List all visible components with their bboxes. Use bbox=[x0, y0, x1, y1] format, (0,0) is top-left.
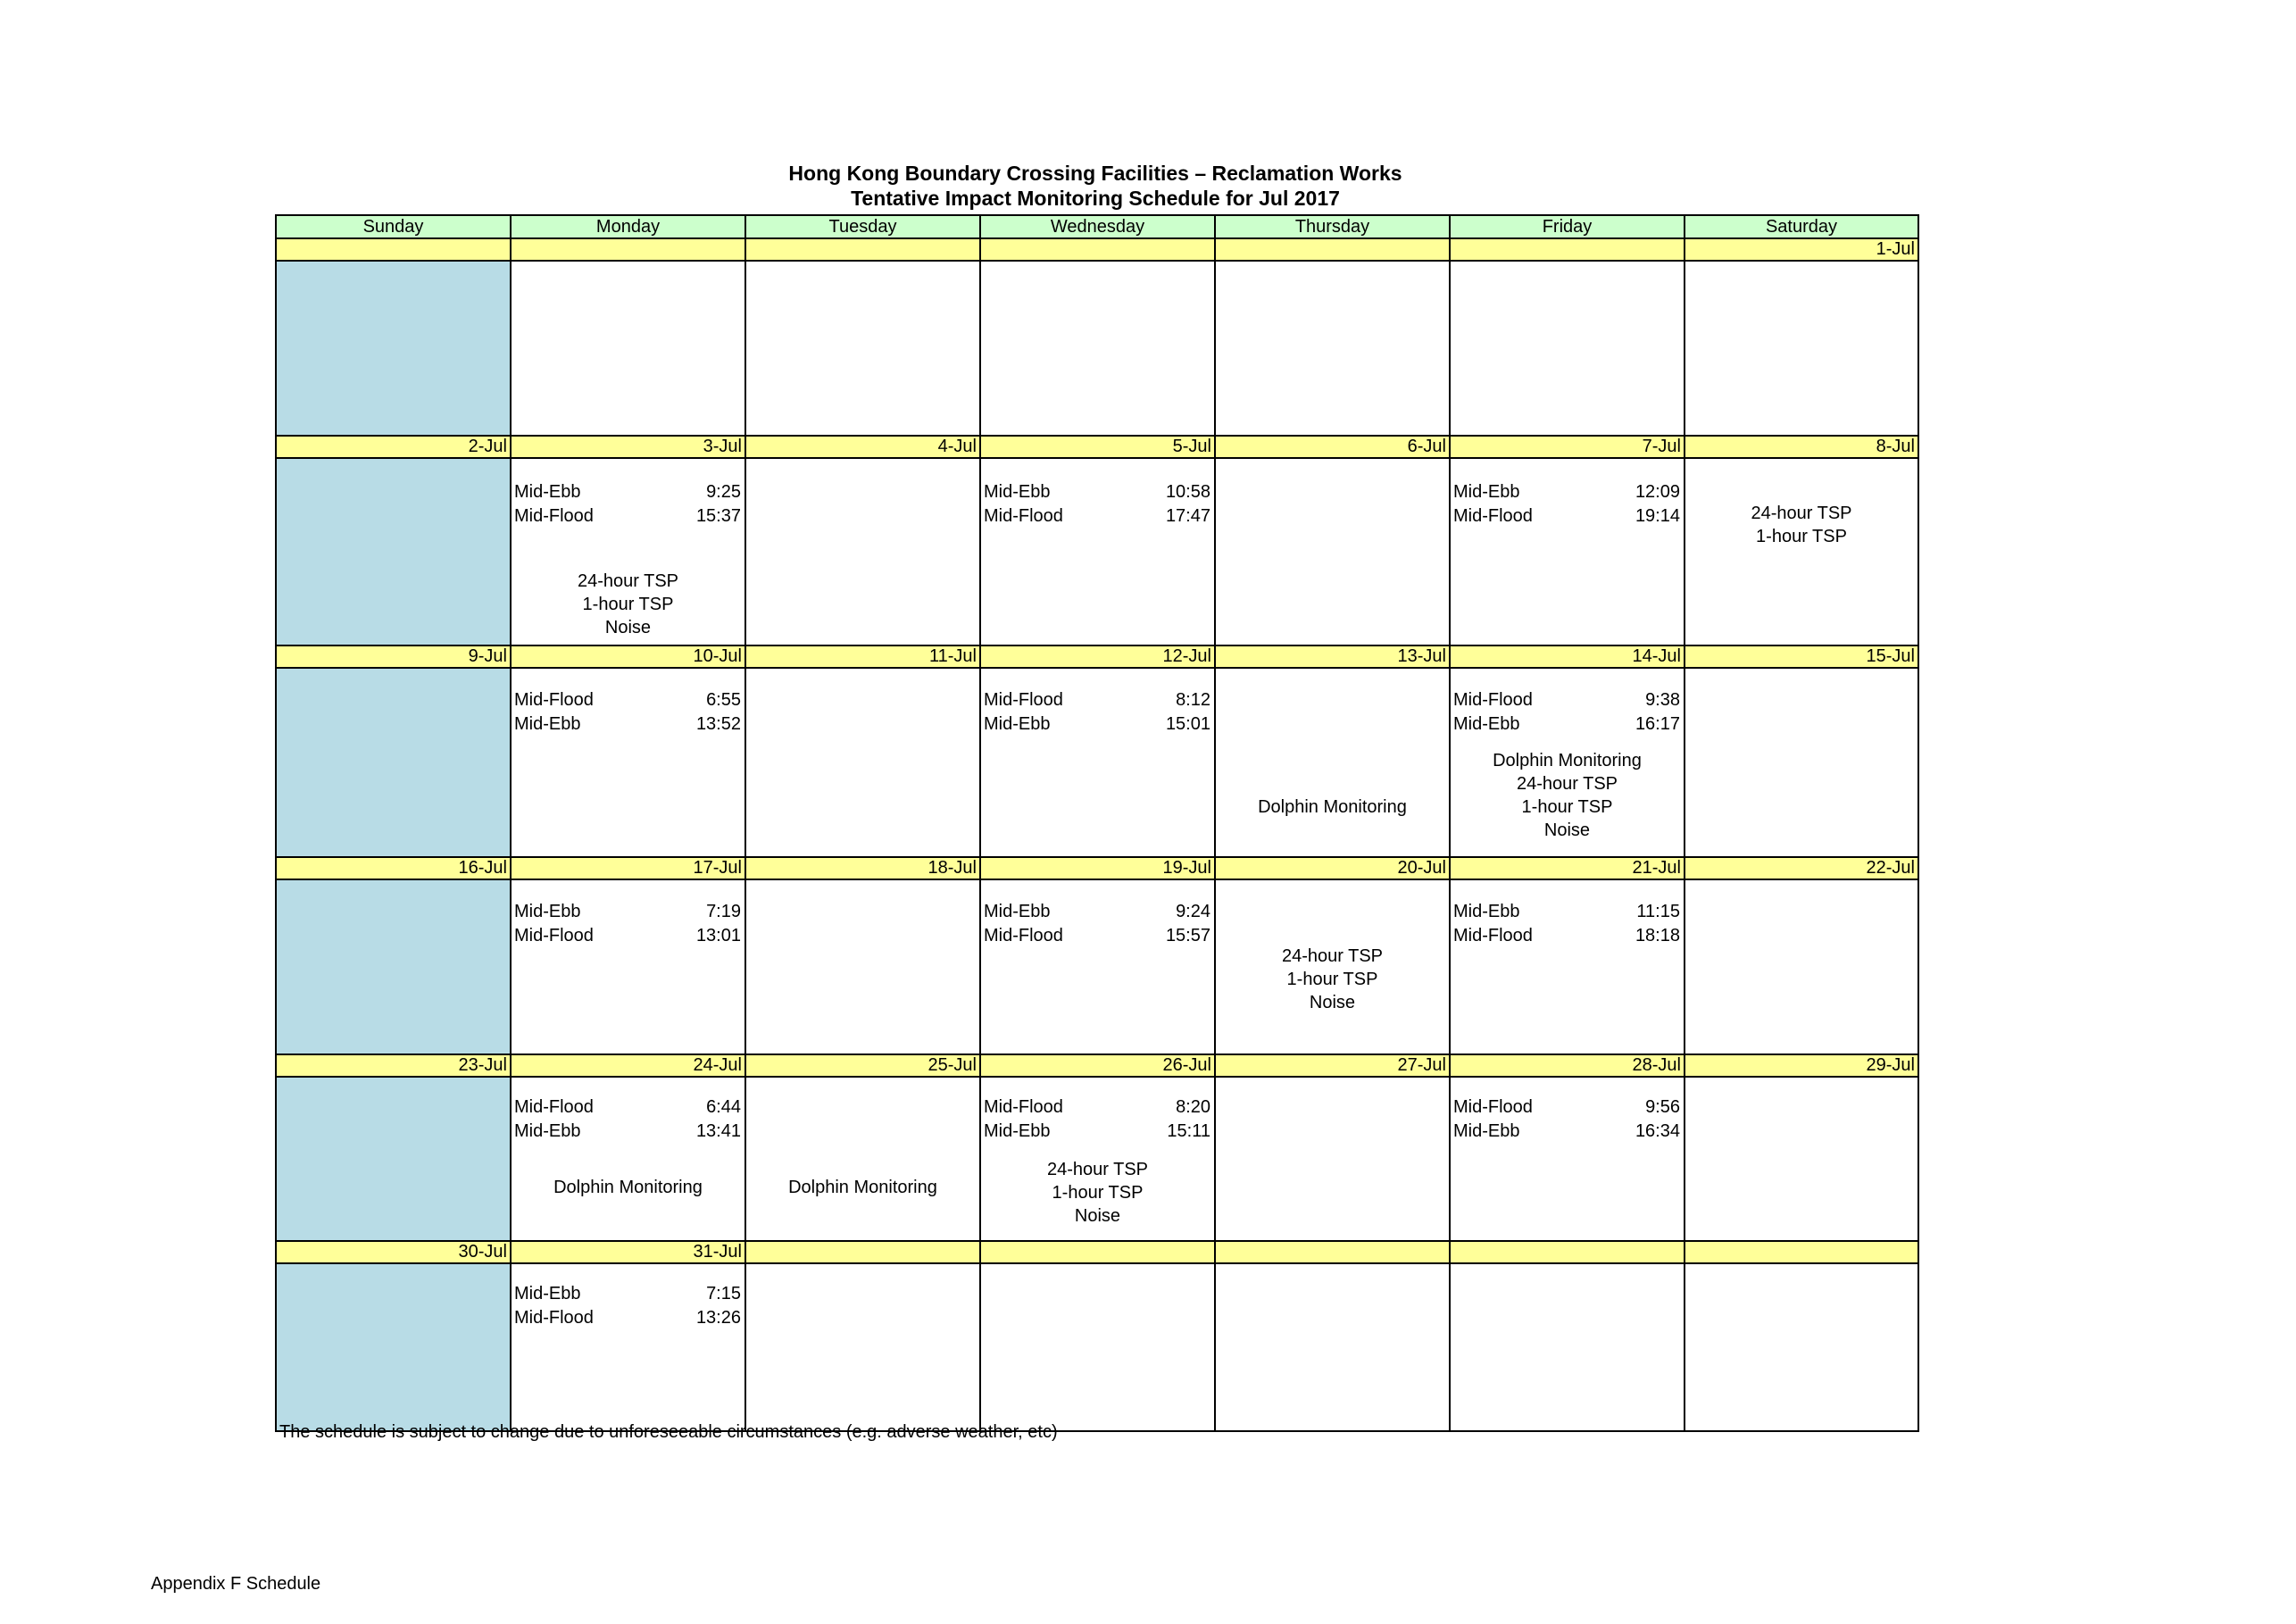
tide-time: 11:15 bbox=[1636, 902, 1680, 921]
week-row bbox=[276, 1263, 1918, 1431]
date-label bbox=[1685, 1241, 1918, 1263]
day-cell bbox=[511, 458, 745, 645]
date-row bbox=[276, 1054, 1918, 1077]
tide-label: Mid-Ebb bbox=[984, 1121, 1051, 1141]
date-label: 5-Jul bbox=[980, 436, 1215, 458]
day-cell bbox=[980, 879, 1215, 1054]
date-label bbox=[1450, 238, 1685, 261]
date-label: 11-Jul bbox=[745, 645, 980, 668]
monitoring-item: 1-hour TSP bbox=[582, 595, 674, 614]
monitoring-item: Dolphin Monitoring bbox=[788, 1178, 937, 1197]
week-row bbox=[276, 261, 1918, 436]
date-label bbox=[745, 238, 980, 261]
tide-time: 9:24 bbox=[1176, 902, 1210, 921]
date-label bbox=[1450, 1241, 1685, 1263]
date-label: 17-Jul bbox=[511, 857, 745, 879]
day-cell bbox=[511, 1077, 745, 1241]
date-label: 25-Jul bbox=[745, 1054, 980, 1077]
date-label: 22-Jul bbox=[1685, 857, 1918, 879]
day-cell bbox=[1215, 1263, 1450, 1431]
date-label: 27-Jul bbox=[1215, 1054, 1450, 1077]
tide-label: Mid-Ebb bbox=[984, 482, 1051, 502]
day-cell bbox=[1685, 261, 1918, 436]
tide-time: 15:11 bbox=[1167, 1121, 1210, 1141]
day-cell bbox=[1450, 1077, 1685, 1241]
monitoring-item: Noise bbox=[1309, 993, 1356, 1012]
monitoring-item: 1-hour TSP bbox=[1052, 1183, 1144, 1203]
tide-label: Mid-Flood bbox=[514, 690, 594, 710]
tide-time: 6:55 bbox=[706, 690, 741, 710]
tide-time: 15:57 bbox=[1165, 926, 1210, 945]
date-label: 14-Jul bbox=[1450, 645, 1685, 668]
tide-label: Mid-Flood bbox=[1453, 926, 1533, 945]
tide-label: Mid-Ebb bbox=[514, 714, 581, 734]
day-cell bbox=[745, 1263, 980, 1431]
tide-time: 6:44 bbox=[706, 1097, 741, 1117]
weekday-header-friday: Friday bbox=[1450, 215, 1685, 238]
tide-entry bbox=[1451, 900, 1684, 924]
tide-label: Mid-Flood bbox=[514, 1308, 594, 1328]
tide-entry bbox=[512, 1095, 745, 1120]
date-label: 19-Jul bbox=[980, 857, 1215, 879]
tide-label: Mid-Ebb bbox=[514, 902, 581, 921]
day-cell bbox=[980, 261, 1215, 436]
tide-time: 15:37 bbox=[695, 506, 741, 526]
tide-time: 12:09 bbox=[1635, 482, 1680, 502]
tide-label: Mid-Ebb bbox=[1453, 714, 1520, 734]
date-label: 15-Jul bbox=[1685, 645, 1918, 668]
day-cell bbox=[1215, 458, 1450, 645]
day-cell bbox=[1215, 261, 1450, 436]
day-cell bbox=[980, 668, 1215, 857]
date-label: 7-Jul bbox=[1450, 436, 1685, 458]
weekday-header-sunday: Sunday bbox=[276, 215, 511, 238]
tide-time: 13:01 bbox=[695, 926, 741, 945]
date-label: 16-Jul bbox=[276, 857, 511, 879]
tide-time: 17:47 bbox=[1165, 506, 1210, 526]
monitoring-item: Dolphin Monitoring bbox=[1493, 751, 1642, 770]
tide-label: Mid-Flood bbox=[984, 926, 1063, 945]
day-cell bbox=[980, 458, 1215, 645]
tide-label: Mid-Flood bbox=[1453, 1097, 1533, 1117]
day-cell bbox=[1215, 668, 1450, 857]
tide-entry bbox=[981, 1120, 1214, 1144]
monitoring-item: 1-hour TSP bbox=[1286, 970, 1378, 989]
tide-entry bbox=[981, 712, 1214, 737]
date-label: 30-Jul bbox=[276, 1241, 511, 1263]
date-label bbox=[276, 238, 511, 261]
date-label: 1-Jul bbox=[1685, 238, 1918, 261]
day-cell bbox=[1685, 458, 1918, 645]
day-cell bbox=[745, 1077, 980, 1241]
tide-label: Mid-Flood bbox=[984, 690, 1063, 710]
weekday-header-tuesday: Tuesday bbox=[745, 215, 980, 238]
tide-label: Mid-Ebb bbox=[984, 902, 1051, 921]
date-label: 20-Jul bbox=[1215, 857, 1450, 879]
monitoring-item: 24-hour TSP bbox=[1046, 1160, 1149, 1179]
tide-entry bbox=[1451, 924, 1684, 948]
date-label: 9-Jul bbox=[276, 645, 511, 668]
appendix-footer: Appendix F Schedule bbox=[151, 1574, 321, 1594]
tide-time: 7:15 bbox=[706, 1284, 741, 1303]
tide-entry bbox=[981, 1095, 1214, 1120]
day-cell bbox=[1450, 879, 1685, 1054]
tide-entry bbox=[512, 900, 745, 924]
schedule-note: The schedule is subject to change due to unforeseeable circumstances (e.g. adverse weather, etc) bbox=[279, 1422, 1058, 1442]
tide-time: 9:38 bbox=[1645, 690, 1680, 710]
tide-entry bbox=[981, 480, 1214, 504]
monitoring-item: Noise bbox=[1074, 1206, 1121, 1226]
monitoring-item: Dolphin Monitoring bbox=[1258, 797, 1407, 817]
weekday-header-row bbox=[276, 215, 1918, 238]
day-cell bbox=[1685, 668, 1918, 857]
tide-label: Mid-Ebb bbox=[514, 482, 581, 502]
tide-time: 9:56 bbox=[1645, 1097, 1680, 1117]
tide-label: Mid-Ebb bbox=[1453, 1121, 1520, 1141]
tide-time: 9:25 bbox=[706, 482, 741, 502]
tide-label: Mid-Flood bbox=[984, 506, 1063, 526]
tide-entry bbox=[512, 1306, 745, 1330]
day-cell bbox=[745, 668, 980, 857]
tide-entry bbox=[512, 504, 745, 529]
day-cell bbox=[745, 458, 980, 645]
weekday-header-wednesday: Wednesday bbox=[980, 215, 1215, 238]
tide-time: 16:34 bbox=[1635, 1121, 1680, 1141]
day-cell bbox=[1450, 458, 1685, 645]
tide-entry bbox=[1451, 504, 1684, 529]
tide-label: Mid-Ebb bbox=[514, 1284, 581, 1303]
tide-entry bbox=[1451, 712, 1684, 737]
date-label bbox=[745, 1241, 980, 1263]
tide-label: Mid-Flood bbox=[984, 1097, 1063, 1117]
tide-entry bbox=[512, 688, 745, 712]
tide-time: 15:01 bbox=[1165, 714, 1210, 734]
monitoring-item: 24-hour TSP bbox=[1516, 774, 1618, 794]
tide-entry bbox=[1451, 1095, 1684, 1120]
tide-time: 13:41 bbox=[695, 1121, 741, 1141]
tide-time: 16:17 bbox=[1635, 714, 1680, 734]
date-row bbox=[276, 238, 1918, 261]
date-label: 2-Jul bbox=[276, 436, 511, 458]
date-label: 10-Jul bbox=[511, 645, 745, 668]
monitoring-item: Dolphin Monitoring bbox=[553, 1178, 703, 1197]
tide-label: Mid-Flood bbox=[1453, 690, 1533, 710]
date-label: 26-Jul bbox=[980, 1054, 1215, 1077]
day-cell bbox=[511, 261, 745, 436]
day-cell bbox=[1450, 1263, 1685, 1431]
tide-entry bbox=[981, 688, 1214, 712]
tide-label: Mid-Ebb bbox=[984, 714, 1051, 734]
week-row bbox=[276, 1077, 1918, 1241]
day-cell bbox=[980, 1263, 1215, 1431]
week-row bbox=[276, 879, 1918, 1054]
date-label: 23-Jul bbox=[276, 1054, 511, 1077]
tide-label: Mid-Flood bbox=[514, 1097, 594, 1117]
tide-label: Mid-Flood bbox=[514, 506, 594, 526]
date-label: 31-Jul bbox=[511, 1241, 745, 1263]
date-label: 6-Jul bbox=[1215, 436, 1450, 458]
tide-label: Mid-Ebb bbox=[1453, 902, 1520, 921]
date-label bbox=[980, 1241, 1215, 1263]
date-row bbox=[276, 436, 1918, 458]
monitoring-item: 24-hour TSP bbox=[1751, 504, 1852, 523]
monitoring-item: Noise bbox=[604, 618, 652, 637]
date-row bbox=[276, 857, 1918, 879]
week-row bbox=[276, 458, 1918, 645]
date-label bbox=[1215, 1241, 1450, 1263]
monitoring-item: 1-hour TSP bbox=[1756, 527, 1847, 546]
day-cell bbox=[1215, 1077, 1450, 1241]
title-line-1: Hong Kong Boundary Crossing Facilities – Reclamation Works bbox=[788, 162, 1402, 185]
tide-entry bbox=[512, 480, 745, 504]
date-label: 13-Jul bbox=[1215, 645, 1450, 668]
tide-entry bbox=[981, 504, 1214, 529]
date-label bbox=[1215, 238, 1450, 261]
tide-label: Mid-Ebb bbox=[514, 1121, 581, 1141]
tide-entry bbox=[512, 924, 745, 948]
tide-entry bbox=[981, 924, 1214, 948]
sunday-cell bbox=[276, 1077, 511, 1241]
day-cell bbox=[511, 879, 745, 1054]
sunday-cell bbox=[276, 668, 511, 857]
tide-entry bbox=[1451, 1120, 1684, 1144]
date-label: 18-Jul bbox=[745, 857, 980, 879]
day-cell bbox=[511, 1263, 745, 1431]
sunday-cell bbox=[276, 458, 511, 645]
tide-time: 10:58 bbox=[1165, 482, 1210, 502]
weekday-header-saturday: Saturday bbox=[1685, 215, 1918, 238]
week-row bbox=[276, 668, 1918, 857]
date-label: 21-Jul bbox=[1450, 857, 1685, 879]
tide-entry bbox=[512, 712, 745, 737]
day-cell bbox=[511, 668, 745, 857]
sunday-cell bbox=[276, 1263, 511, 1431]
weekday-header-monday: Monday bbox=[511, 215, 745, 238]
tide-entry bbox=[981, 900, 1214, 924]
day-cell bbox=[1450, 668, 1685, 857]
tide-time: 18:18 bbox=[1635, 926, 1680, 945]
day-cell bbox=[1215, 879, 1450, 1054]
tide-time: 19:14 bbox=[1635, 506, 1680, 526]
tide-label: Mid-Flood bbox=[1453, 506, 1533, 526]
tide-time: 13:52 bbox=[695, 714, 741, 734]
day-cell bbox=[1450, 261, 1685, 436]
tide-entry bbox=[512, 1282, 745, 1306]
sunday-cell bbox=[276, 261, 511, 436]
tide-label: Mid-Flood bbox=[514, 926, 594, 945]
date-label bbox=[980, 238, 1215, 261]
date-label: 3-Jul bbox=[511, 436, 745, 458]
title-line-2: Tentative Impact Monitoring Schedule for Jul 2017 bbox=[851, 187, 1340, 210]
date-label: 28-Jul bbox=[1450, 1054, 1685, 1077]
monitoring-item: Noise bbox=[1543, 820, 1591, 840]
weekday-header-thursday: Thursday bbox=[1215, 215, 1450, 238]
date-label: 24-Jul bbox=[511, 1054, 745, 1077]
monitoring-item: 24-hour TSP bbox=[1281, 946, 1384, 966]
day-cell bbox=[745, 879, 980, 1054]
day-cell bbox=[980, 1077, 1215, 1241]
date-row bbox=[276, 645, 1918, 668]
date-label: 12-Jul bbox=[980, 645, 1215, 668]
tide-time: 8:20 bbox=[1176, 1097, 1210, 1117]
date-row bbox=[276, 1241, 1918, 1263]
tide-entry bbox=[1451, 480, 1684, 504]
tide-time: 13:26 bbox=[695, 1308, 741, 1328]
date-label: 8-Jul bbox=[1685, 436, 1918, 458]
calendar-table bbox=[275, 214, 1919, 1432]
day-cell bbox=[745, 261, 980, 436]
tide-time: 7:19 bbox=[706, 902, 741, 921]
date-label bbox=[511, 238, 745, 261]
sunday-cell bbox=[276, 879, 511, 1054]
monitoring-item: 24-hour TSP bbox=[577, 571, 679, 591]
date-label: 4-Jul bbox=[745, 436, 980, 458]
monitoring-item: 1-hour TSP bbox=[1521, 797, 1613, 817]
tide-entry bbox=[512, 1120, 745, 1144]
tide-entry bbox=[1451, 688, 1684, 712]
day-cell bbox=[1685, 879, 1918, 1054]
tide-label: Mid-Ebb bbox=[1453, 482, 1520, 502]
day-cell bbox=[1685, 1077, 1918, 1241]
day-cell bbox=[1685, 1263, 1918, 1431]
date-label: 29-Jul bbox=[1685, 1054, 1918, 1077]
tide-time: 8:12 bbox=[1176, 690, 1210, 710]
